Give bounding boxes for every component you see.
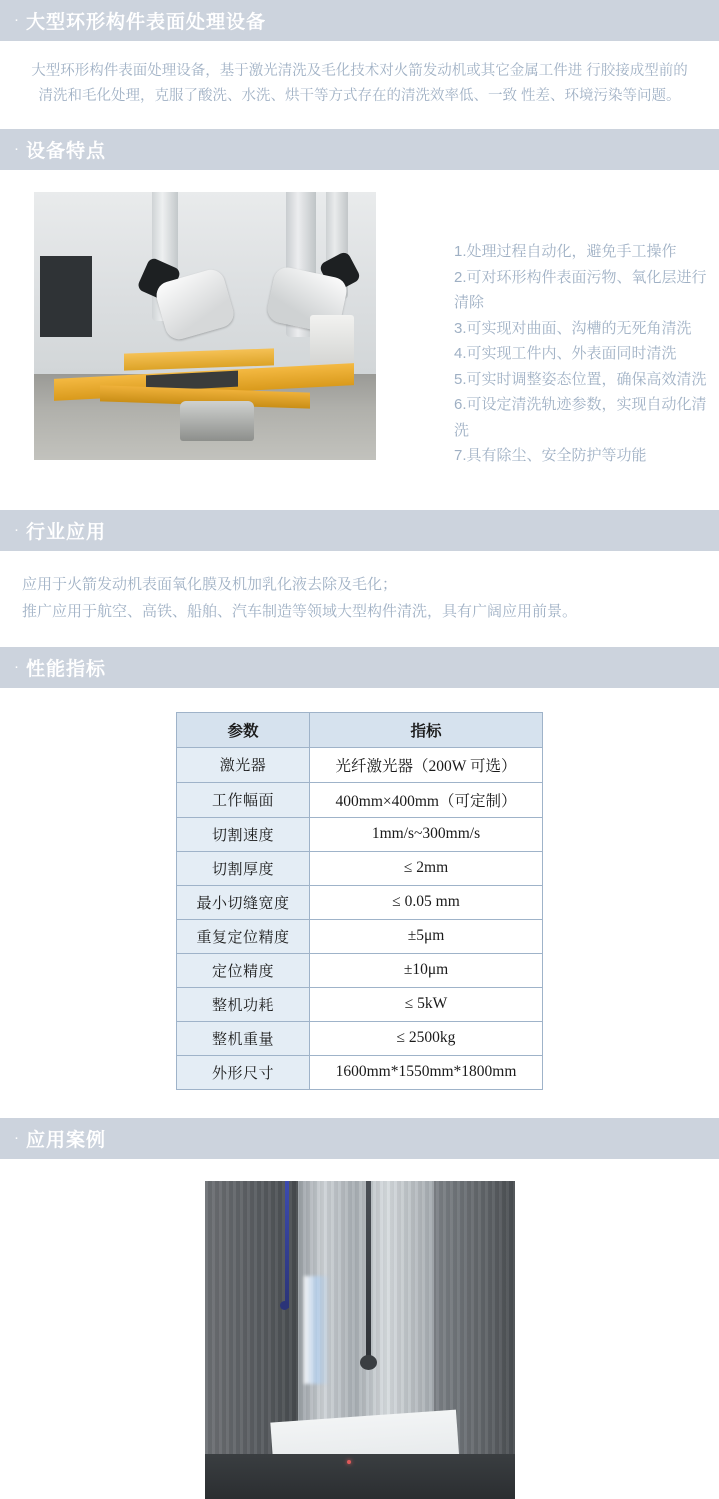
section-title-features: 设备特点 [26,141,107,162]
cell-value: 1mm/s~300mm/s [310,817,543,851]
cell-value: ≤ 5kW [310,987,543,1021]
table-row [177,1055,543,1089]
cell-value: ≤ 2mm [310,851,543,885]
photo-floor-band [205,1454,515,1499]
bullet-icon: · [14,657,19,675]
cell-value: 400mm×400mm（可定制） [310,782,543,817]
photo-nozzle-head [360,1355,377,1370]
section-header-performance [0,647,719,688]
table-row [177,817,543,851]
cell-value: 1600mm*1550mm*1800mm [310,1055,543,1089]
bullet-icon: · [14,520,19,538]
cell-parameter: 重复定位精度 [177,919,310,953]
section-header-industry [0,510,719,551]
section-title-cases: 应用案例 [26,1129,107,1151]
industry-line: 推广应用于航空、高铁、船舶、汽车制造等领域大型构件清洗，具有广阔应用前景。 [22,602,578,620]
section-header-cases [0,1118,719,1159]
cell-parameter: 整机重量 [177,1021,310,1055]
cell-value: ±10μm [310,953,543,987]
photo-wall-panel [40,256,92,336]
photo-rotary-base [180,401,254,441]
table-head [177,712,543,747]
list-item: 3.可实现对曲面、沟槽的无死角清洗 [454,319,692,337]
list-item: 1.处理过程自动化，避免手工操作 [454,243,677,260]
list-item: 2.可对环形构件表面污物、氧化层进行清除 [454,268,707,311]
features-content [0,170,719,510]
industry-content [0,551,719,647]
section-title-overview: 大型环形构件表面处理设备 [26,12,267,33]
cell-parameter: 切割厚度 [177,851,310,885]
feature-list [414,207,719,469]
section-title-industry: 行业应用 [26,521,107,543]
table-body [177,747,543,1089]
section-header-features [0,129,719,170]
table-row [177,782,543,817]
column-header-value: 指标 [310,712,543,747]
list-item: 5.可实时调整姿态位置，确保高效清洗 [454,370,707,388]
cell-value: ±5μm [310,919,543,953]
list-item: 4.可实现工件内、外表面同时清洗 [454,345,677,362]
table-row [177,747,543,782]
cell-parameter: 工作幅面 [177,782,310,817]
table-row [177,885,543,919]
photo-laser-glow [304,1276,330,1384]
cell-parameter: 最小切缝宽度 [177,885,310,919]
list-item: 7.具有除尘、安全防护等功能 [454,447,647,464]
spec-table-wrapper [0,688,719,1118]
spec-table [176,712,543,1090]
case-content [0,1159,719,1499]
table-row [177,987,543,1021]
cell-parameter: 激光器 [177,747,310,782]
cell-value: ≤ 2500kg [310,1021,543,1055]
cell-value: ≤ 0.05 mm [310,885,543,919]
table-row [177,953,543,987]
table-row [177,1021,543,1055]
table-row [177,851,543,885]
list-item: 6.可设定清洗轨迹参数，实现自动化清洗 [454,396,707,439]
cell-parameter: 切割速度 [177,817,310,851]
section-header-overview [0,0,719,41]
table-row [177,919,543,953]
overview-paragraph: 大型环形构件表面处理设备，基于激光清洗及毛化技术对火箭发动机或其它金属工件进 行胶接成型前的清洗和毛化处理，克服了酸洗、水洗、烘干等方式存在的清洗效率低、一致 性差、环境污染等问题。 [31,63,688,104]
bullet-icon: · [14,140,19,157]
equipment-photo [34,192,376,460]
table-header-row [177,712,543,747]
column-header-parameter: 参数 [177,712,310,747]
section-title-performance: 性能指标 [26,658,107,680]
cell-parameter: 外形尺寸 [177,1055,310,1089]
industry-line: 应用于火箭发动机表面氧化膜及机加乳化液去除及毛化； [22,575,398,593]
photo-nozzle-rod [366,1181,371,1365]
bullet-icon: · [14,1128,19,1146]
photo-blue-rod [285,1181,289,1308]
bullet-icon: · [14,11,19,28]
case-photo [205,1181,515,1499]
cell-parameter: 整机功耗 [177,987,310,1021]
cell-parameter: 定位精度 [177,953,310,987]
cell-value: 光纤激光器（200W 可选） [310,747,543,782]
